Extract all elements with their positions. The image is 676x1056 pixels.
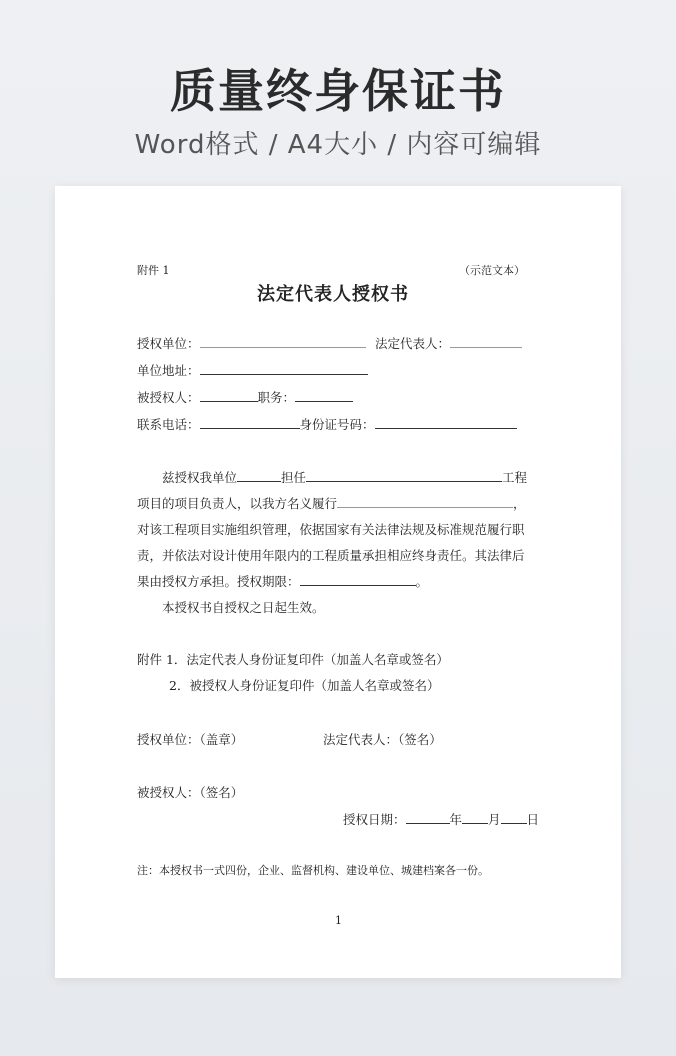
year-label: 年 xyxy=(449,812,463,827)
field-auth-unit xyxy=(137,334,366,352)
auth-unit-seal: 授权单位：（盖章） xyxy=(137,732,244,747)
p2-text-b: ， xyxy=(513,496,526,511)
day-label: 日 xyxy=(526,812,540,827)
field-phone-label: 联系电话： xyxy=(137,417,200,432)
year-blank[interactable] xyxy=(406,812,450,824)
month-label: 月 xyxy=(488,812,501,827)
document-title: 法定代表人授权书 xyxy=(257,284,409,305)
attachment-label: 附件 1 xyxy=(137,264,170,277)
duty-blank[interactable] xyxy=(337,496,513,508)
field-authorized-person xyxy=(137,388,353,406)
field-auth-unit-label: 授权单位： xyxy=(137,336,200,351)
p1-text-a: 兹授权我单位 xyxy=(162,470,238,485)
unit-name-blank[interactable] xyxy=(237,470,281,482)
paragraph-line-4: 责，并依法对设计使用年限内的工程质量承担相应终身责任。其法律后 xyxy=(137,548,525,563)
footnote: 注：本授权书一式四份，企业、监督机构、建设单位、城建档案各一份。 xyxy=(137,864,489,877)
month-blank[interactable] xyxy=(462,812,488,824)
day-blank[interactable] xyxy=(501,812,527,824)
field-position-label: 职务： xyxy=(257,390,296,405)
id-number-blank[interactable] xyxy=(375,417,517,429)
position-blank[interactable] xyxy=(295,390,353,402)
field-unit-address xyxy=(137,361,368,379)
auth-date-label: 授权日期： xyxy=(343,812,406,827)
p5-text-b: 。 xyxy=(415,574,429,589)
legal-rep-signature: 法定代表人：（签名） xyxy=(323,732,442,747)
paragraph-line-3: 对该工程项目实施组织管理，依据国家有关法律法规及标准规范履行职 xyxy=(137,522,525,537)
field-phone xyxy=(137,415,517,433)
legal-rep-blank[interactable] xyxy=(450,336,522,348)
field-authorized-person-label: 被授权人： xyxy=(137,390,200,405)
page-title: 质量终身保证书 xyxy=(170,64,506,118)
field-legal-rep xyxy=(375,334,522,352)
document-page xyxy=(55,186,621,978)
phone-blank[interactable] xyxy=(200,417,300,429)
field-legal-rep-label: 法定代表人： xyxy=(375,336,451,351)
header xyxy=(0,60,676,161)
paragraph-line-5 xyxy=(137,572,428,590)
auth-period-blank[interactable] xyxy=(300,574,416,586)
auth-date xyxy=(343,810,539,828)
paragraph-line-6: 本授权书自授权之日起生效。 xyxy=(162,600,325,615)
field-unit-address-label: 单位地址： xyxy=(137,363,200,378)
paragraph-line-2 xyxy=(137,494,526,512)
unit-address-blank[interactable] xyxy=(200,363,368,375)
project-name-blank[interactable] xyxy=(306,470,502,482)
sample-label: （示范文本） xyxy=(459,264,525,277)
field-id-label: 身份证号码： xyxy=(299,417,375,432)
authorized-person-blank[interactable] xyxy=(200,390,258,402)
attachment-item-2: 2．被授权人身份证复印件（加盖人名章或签名） xyxy=(169,678,440,693)
p2-text-a: 项目的项目负责人，以我方名义履行 xyxy=(137,496,338,511)
p1-text-c: 工程 xyxy=(502,470,528,485)
page-number: 1 xyxy=(335,914,342,927)
page-subtitle: Word格式 / A4大小 / 内容可编辑 xyxy=(134,130,542,160)
attachment-item-1: 附件 1．法定代表人身份证复印件（加盖人名章或签名） xyxy=(137,652,449,667)
authorized-signature: 被授权人：（签名） xyxy=(137,785,244,800)
p5-text-a: 果由授权方承担。授权期限： xyxy=(137,574,300,589)
auth-unit-blank[interactable] xyxy=(200,336,366,348)
p1-text-b: 担任 xyxy=(281,470,307,485)
paragraph-line-1 xyxy=(162,468,527,486)
